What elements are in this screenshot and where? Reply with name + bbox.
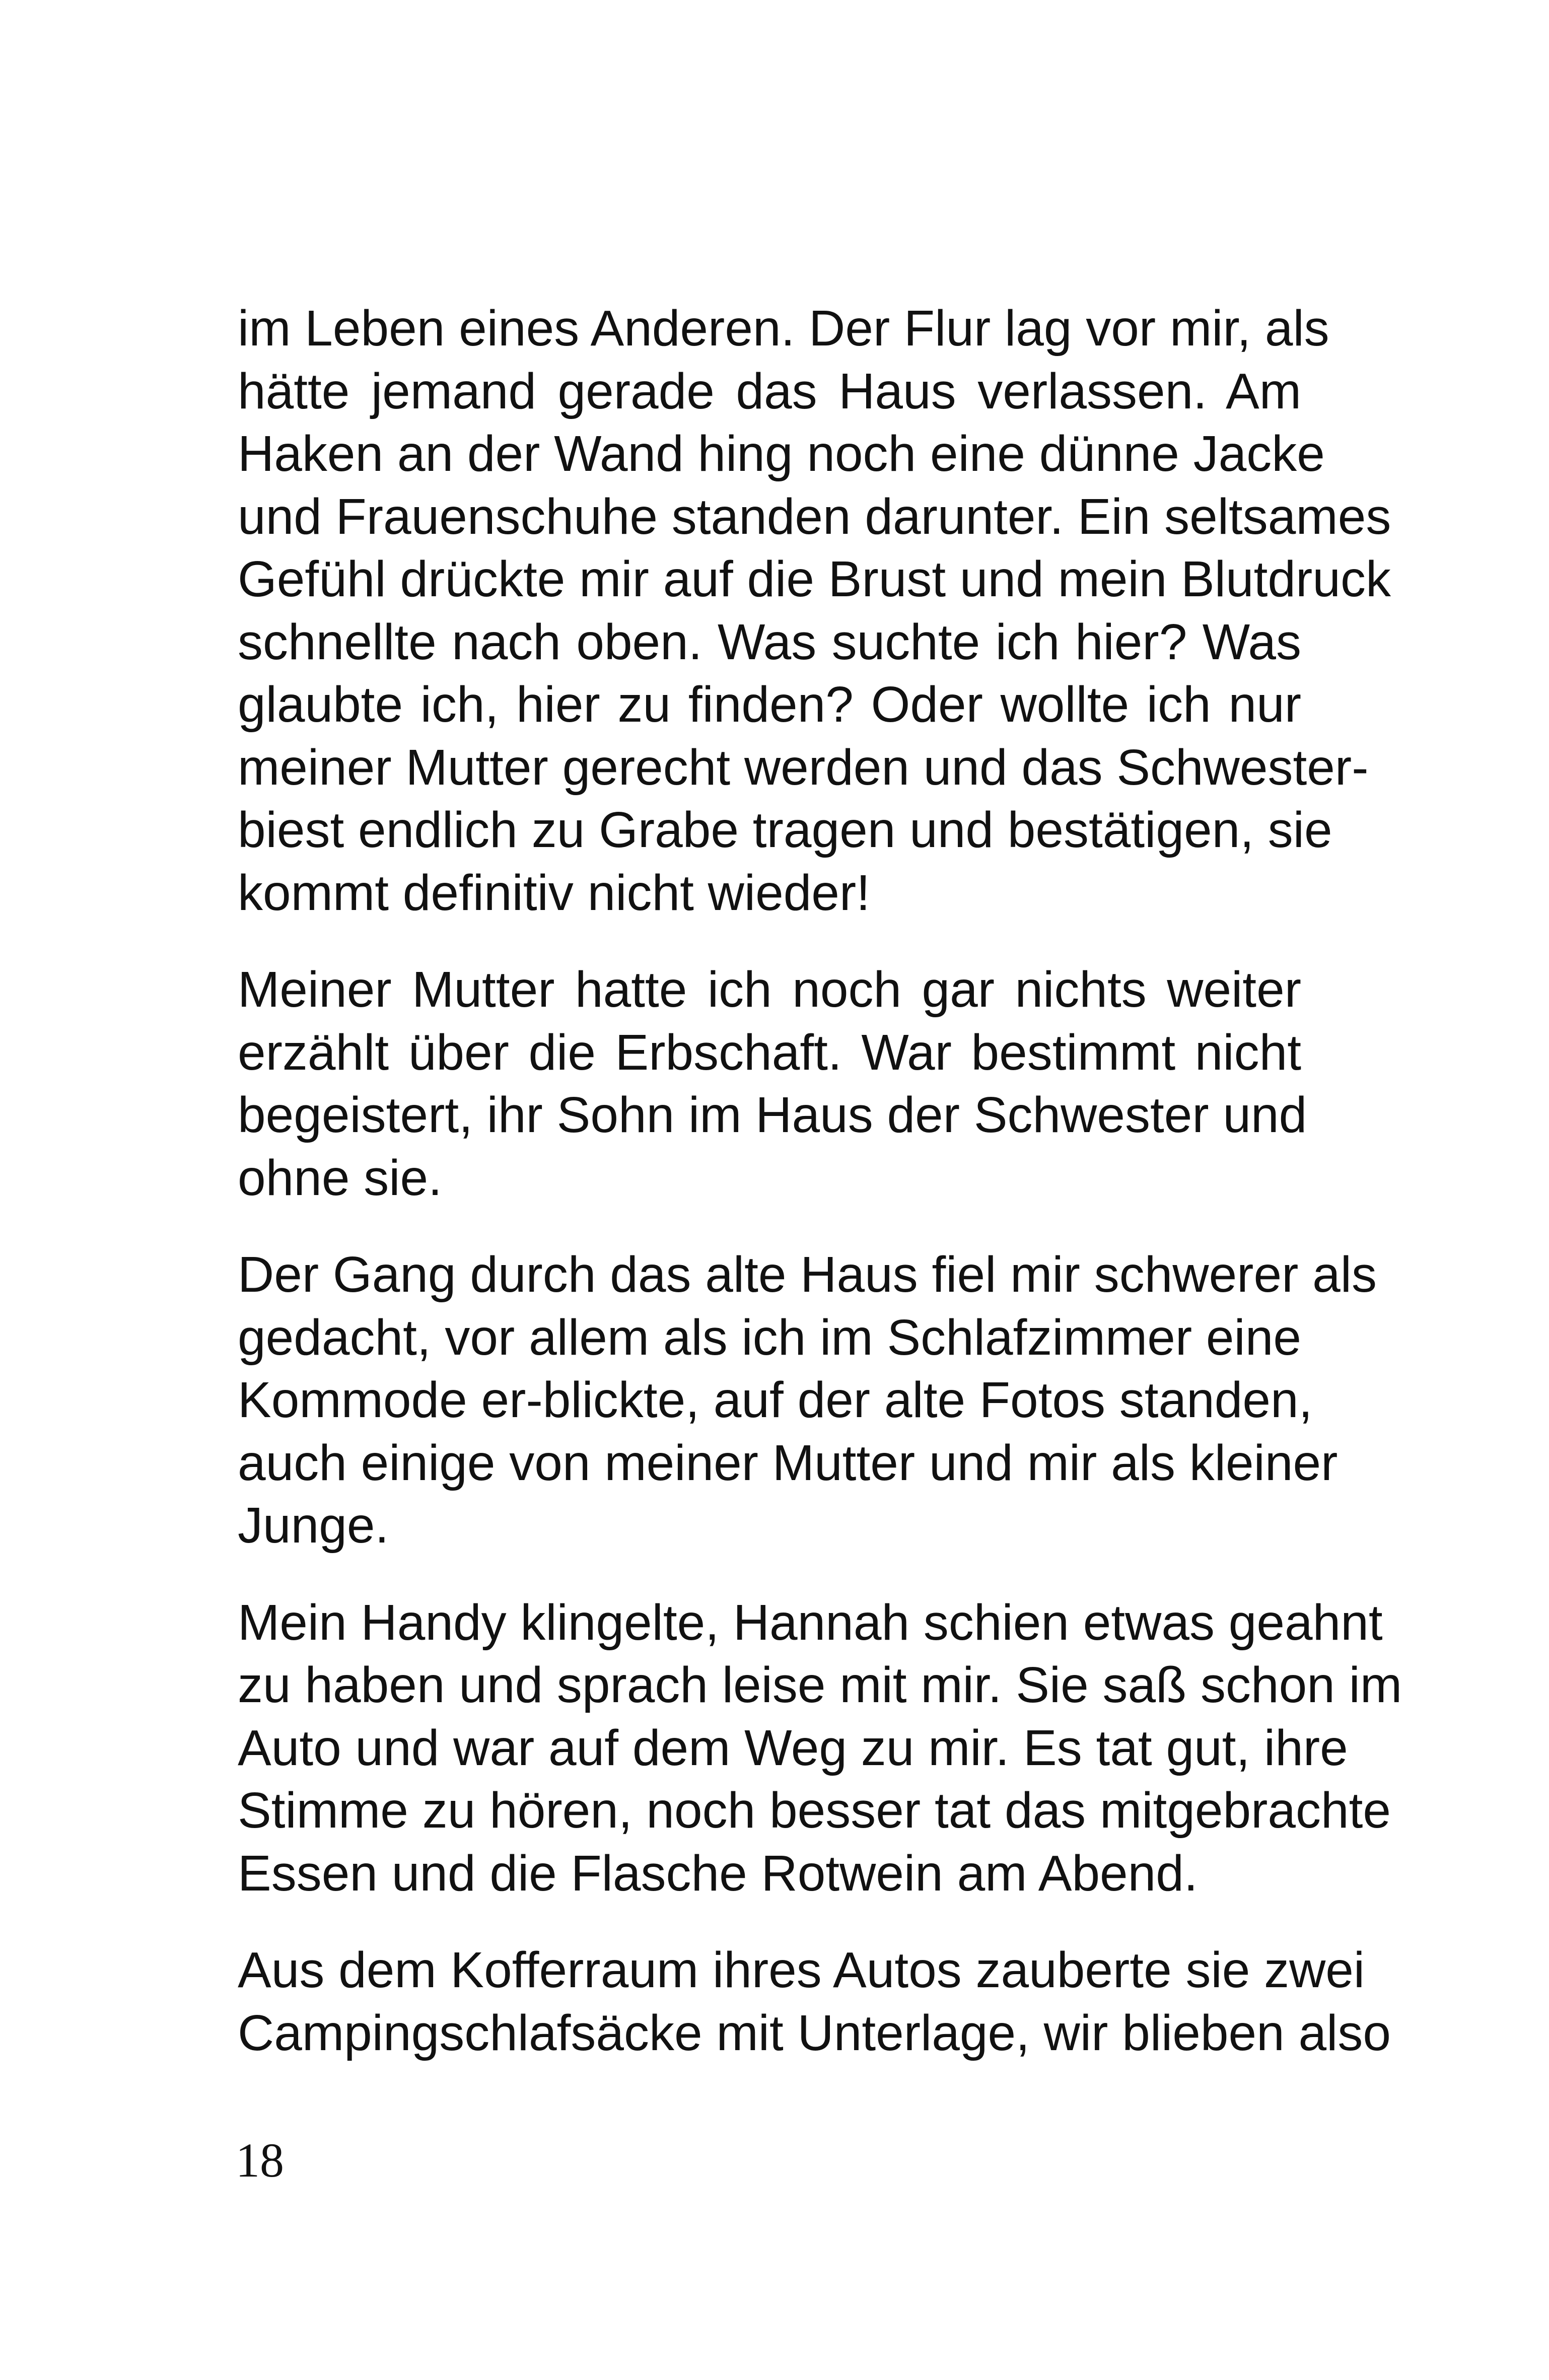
text-line: gedacht, vor allem als ich im Schlafzimmer eine <box>238 1309 1301 1366</box>
text-line: Aus dem Kofferraum ihres Autos zauberte sie zwei <box>238 1942 1365 1998</box>
paragraph-2 <box>238 958 1307 1209</box>
text-line: kommt definitiv nicht wieder! <box>238 864 871 921</box>
text-line: erzählt über die Erbschaft. War bestimmt nicht <box>238 1024 1301 1081</box>
text-line: Haken an der Wand hing noch eine dünne Jacke <box>238 426 1325 482</box>
text-line: Gefühl drückte mir auf die Brust und mein Blutdruck <box>238 551 1391 607</box>
page-number: 18 <box>236 2133 284 2187</box>
text-line: Essen und die Flasche Rotwein am Abend. <box>238 1845 1198 1902</box>
body-text <box>238 297 1402 2098</box>
text-line: Stimme zu hören, noch besser tat das mitgebrachte <box>238 1782 1391 1839</box>
text-line: Der Gang durch das alte Haus fiel mir schwerer als <box>238 1246 1377 1303</box>
text-line: begeistert, ihr Sohn im Haus der Schwester und <box>238 1087 1307 1143</box>
paragraph-3 <box>238 1243 1377 1557</box>
paragraph-5 <box>238 1939 1391 2064</box>
text-line: Kommode er-blickte, auf der alte Fotos standen, <box>238 1372 1313 1428</box>
text-line: und Frauenschuhe standen darunter. Ein seltsames <box>238 488 1391 545</box>
text-line: im Leben eines Anderen. Der Flur lag vor mir, als <box>238 300 1329 357</box>
text-line: zu haben und sprach leise mit mir. Sie saß schon im <box>238 1657 1402 1713</box>
text-line: Mein Handy klingelte, Hannah schien etwas geahnt <box>238 1594 1383 1651</box>
text-line: ohne sie. <box>238 1149 442 1206</box>
text-line: Junge. <box>238 1497 389 1554</box>
paragraph-4 <box>238 1591 1402 1905</box>
text-line: Campingschlafsäcke mit Unterlage, wir blieben also <box>238 2004 1391 2061</box>
text-line: meiner Mutter gerecht werden und das Schwester- <box>238 739 1369 796</box>
text-line: biest endlich zu Grabe tragen und bestätigen, sie <box>238 802 1332 858</box>
text-line: glaubte ich, hier zu finden? Oder wollte ich nur <box>238 676 1301 733</box>
paragraph-1 <box>238 297 1391 924</box>
text-line: Auto und war auf dem Weg zu mir. Es tat gut, ihre <box>238 1719 1348 1776</box>
text-line: Meiner Mutter hatte ich noch gar nichts weiter <box>238 961 1301 1018</box>
text-line: auch einige von meiner Mutter und mir als kleiner <box>238 1434 1338 1491</box>
text-line: hätte jemand gerade das Haus verlassen. Am <box>238 363 1301 419</box>
text-line: schnellte nach oben. Was suchte ich hier? Was <box>238 613 1301 670</box>
